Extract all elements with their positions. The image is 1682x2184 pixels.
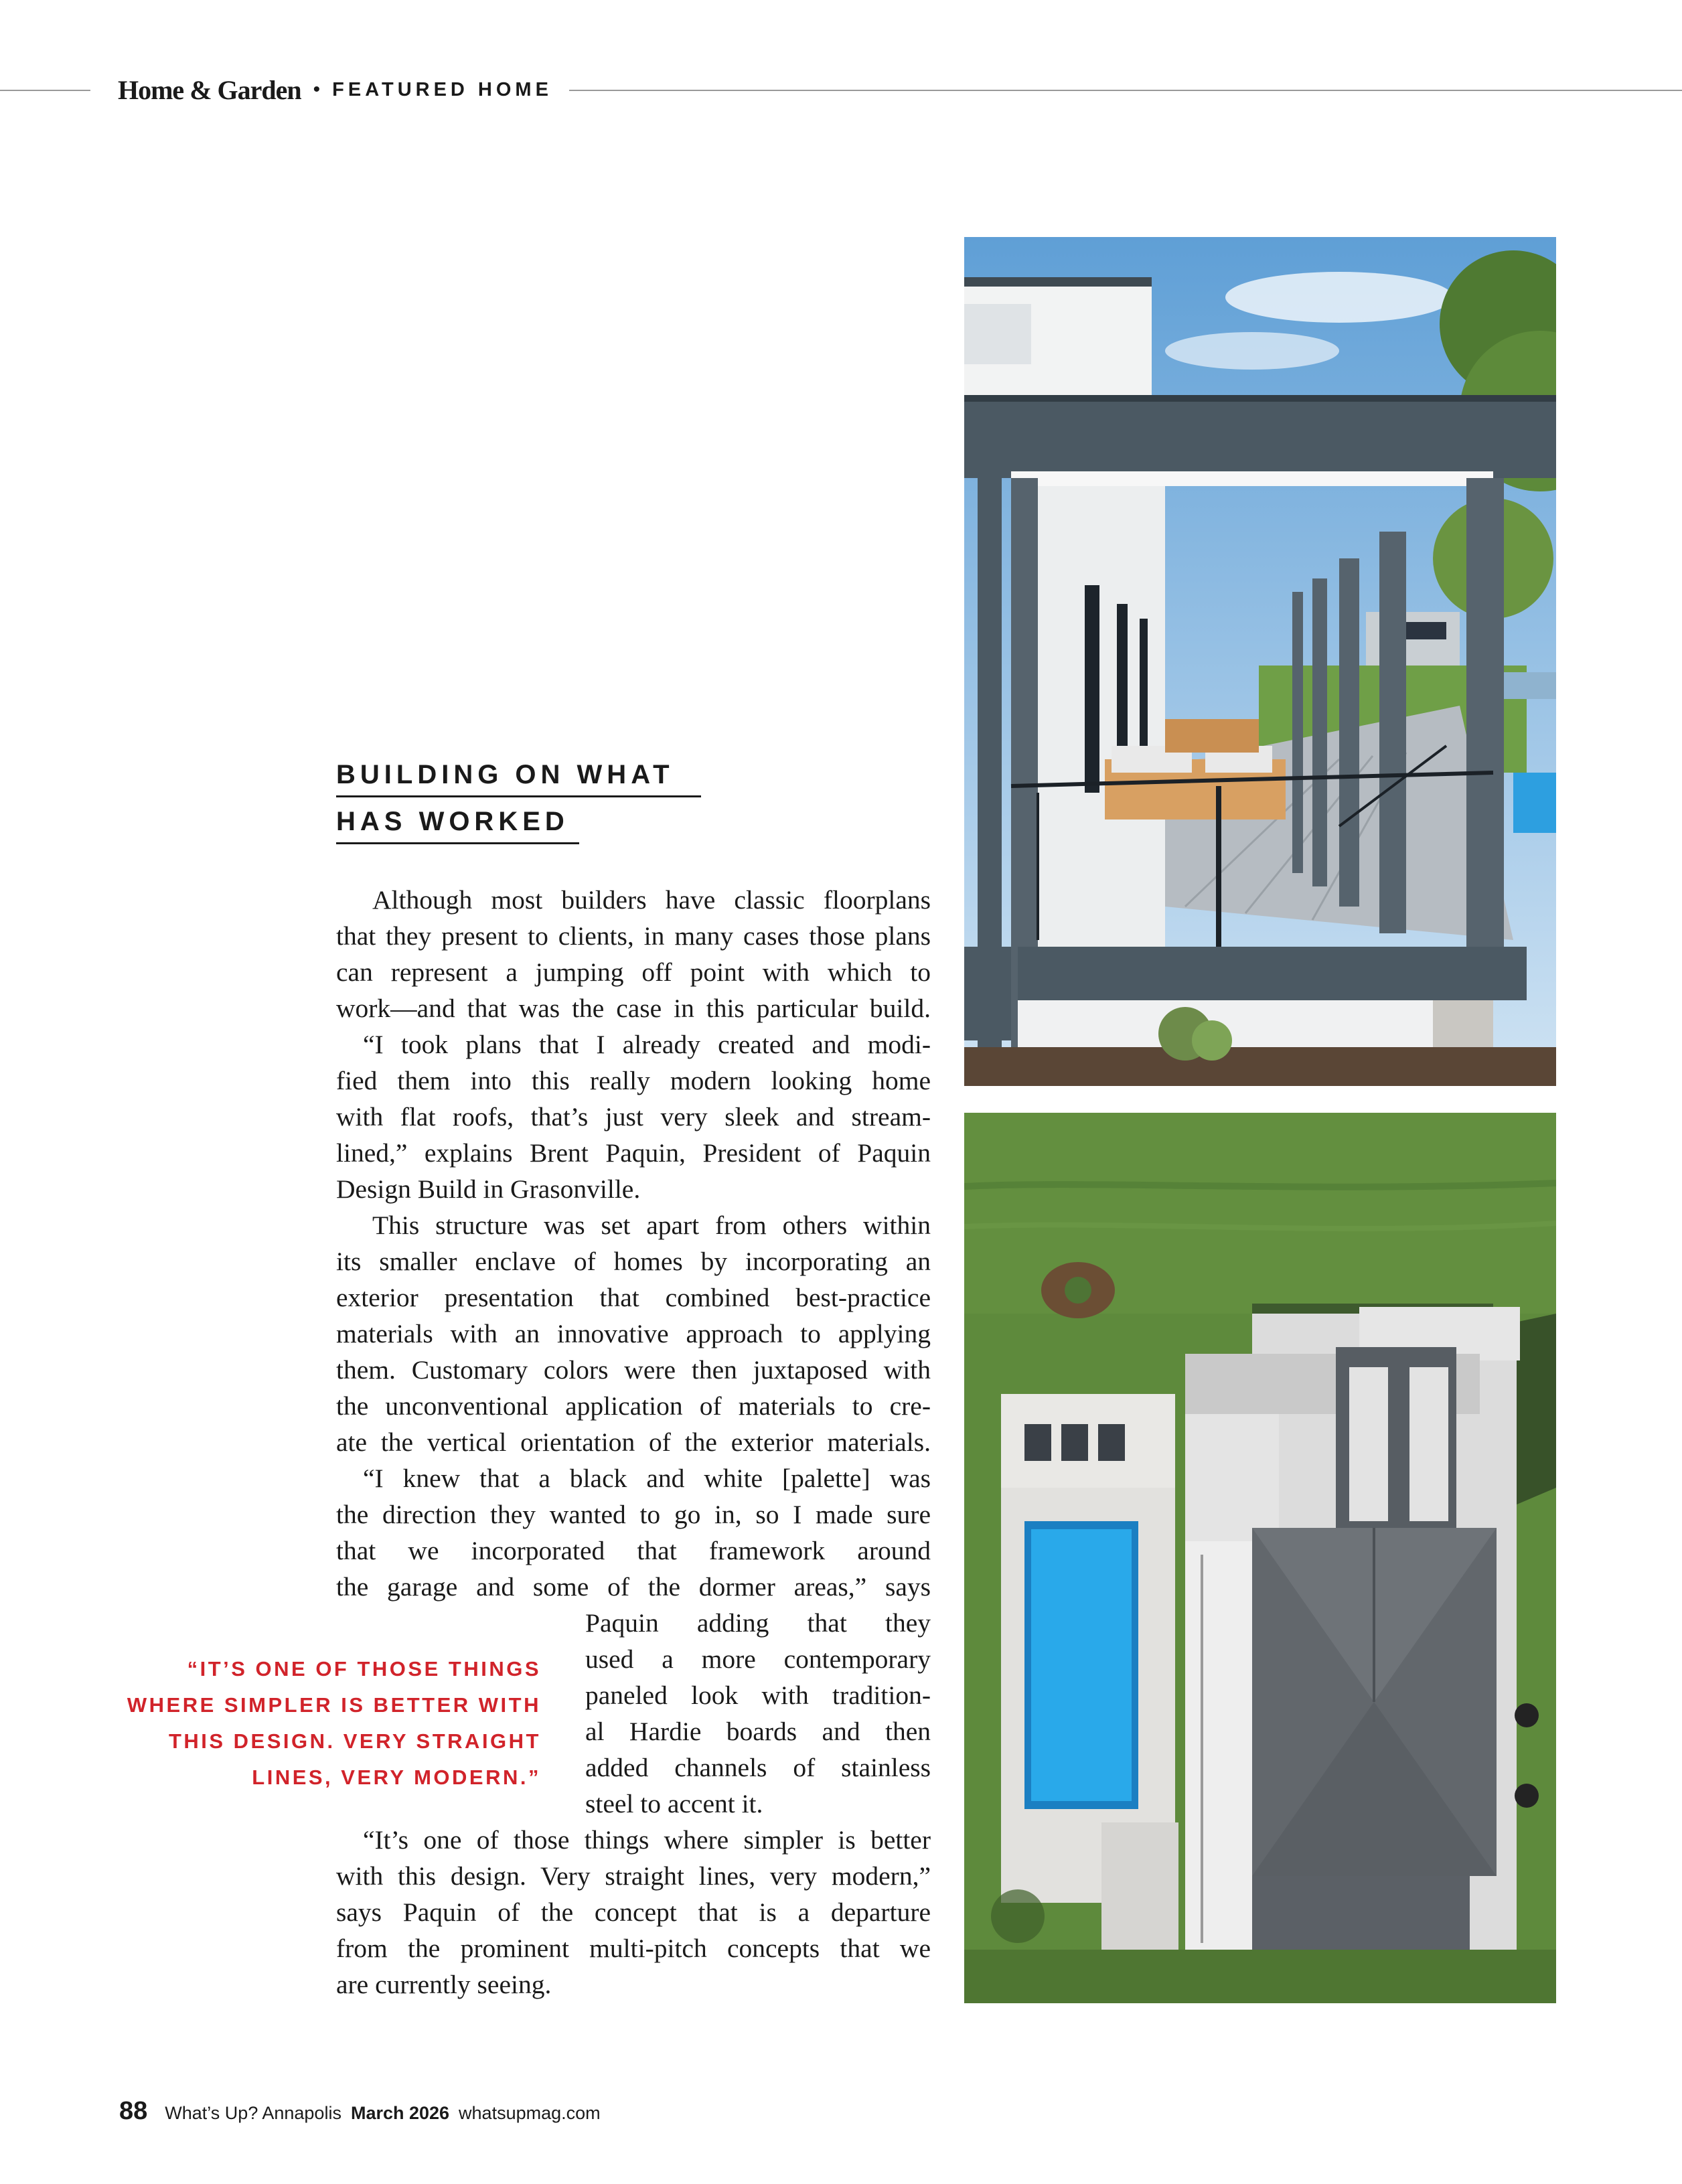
text-line: This structure was set apart from others within (372, 1211, 931, 1240)
text-line: lined,” explains Brent Paquin, President of Paquin (336, 1138, 931, 1168)
paragraph-4-continued (585, 1605, 931, 1822)
header-separator: • (313, 78, 321, 100)
text-line: are currently seeing. (336, 1970, 552, 1999)
text-line: them. Customary colors were then juxtaposed with (336, 1355, 931, 1385)
aerial-photo (964, 1113, 1556, 2003)
text-line: the direction they wanted to go in, so I made sure (336, 1500, 931, 1529)
text-line: that we incorporated that framework around (336, 1536, 931, 1565)
text-line: the unconventional application of materials to cre- (336, 1391, 931, 1421)
text-line: work—and that was the case in this particular build. (336, 994, 931, 1023)
text-line: added channels of stainless (585, 1753, 931, 1782)
pull-quote-line: WHERE SIMPLER IS BETTER WITH (127, 1693, 541, 1717)
text-line: materials with an innovative approach to applying (336, 1319, 931, 1348)
section-subtitle: FEATURED HOME (332, 78, 552, 100)
text-line: the garage and some of the dormer areas,” says (336, 1572, 931, 1602)
text-line: Design Build in Grasonville. (336, 1174, 641, 1204)
text-line: with flat roofs, that’s just very sleek and stream- (336, 1102, 931, 1132)
text-line: steel to accent it. (585, 1789, 763, 1818)
text-line: that they present to clients, in many cases those plans (336, 921, 931, 951)
text-line: its smaller enclave of homes by incorporating an (336, 1247, 931, 1276)
text-line: “I knew that a black and white [palette] was (363, 1464, 931, 1493)
website-link[interactable]: whatsupmag.com (459, 2103, 601, 2123)
pull-quote-line: “IT’S ONE OF THOSE THINGS (187, 1657, 541, 1681)
magazine-name: What’s Up? Annapolis (165, 2103, 341, 2123)
header-rule-right (569, 90, 1682, 91)
text-line: Paquin adding that they (585, 1608, 931, 1638)
text-line: “I took plans that I already created and modi- (363, 1030, 931, 1059)
text-line: fied them into this really modern looking home (336, 1066, 931, 1095)
header-rule-left (0, 90, 90, 91)
text-line: paneled look with tradition- (585, 1681, 931, 1710)
text-line: with this design. Very straight lines, very modern,” (336, 1861, 931, 1891)
text-line: from the prominent multi-pitch concepts that we (336, 1934, 931, 1963)
text-line: al Hardie boards and then (585, 1717, 931, 1746)
text-line: can represent a jumping off point with which to (336, 957, 931, 987)
section-name: Home & Garden (118, 74, 301, 105)
subhead-line-1: BUILDING ON WHAT (336, 760, 701, 797)
paragraph-3 (336, 1207, 931, 1460)
subhead-line-2: HAS WORKED (336, 807, 579, 844)
pull-quote-line: LINES, VERY MODERN.” (252, 1766, 541, 1789)
page-footer (119, 2097, 601, 2126)
text-line: Although most builders have classic floorplans (372, 885, 931, 915)
paragraph-1 (336, 882, 931, 1026)
pull-quote (107, 1651, 541, 1796)
text-line: exterior presentation that combined best-practice (336, 1283, 931, 1312)
text-line: used a more contemporary (585, 1644, 931, 1674)
section-header (118, 70, 552, 110)
issue-date: March 2026 (350, 2103, 450, 2123)
paragraph-4 (336, 1460, 931, 1605)
text-line: ate the vertical orientation of the exterior materials. (336, 1427, 931, 1457)
page-number: 88 (119, 2097, 148, 2125)
text-line: says Paquin of the concept that is a departure (336, 1897, 931, 1927)
pull-quote-line: THIS DESIGN. VERY STRAIGHT (168, 1729, 541, 1753)
paragraph-5 (336, 1822, 931, 2003)
paragraph-2 (336, 1026, 931, 1207)
text-line: “It’s one of those things where simpler is better (363, 1825, 931, 1855)
porch-photo (964, 237, 1556, 1086)
